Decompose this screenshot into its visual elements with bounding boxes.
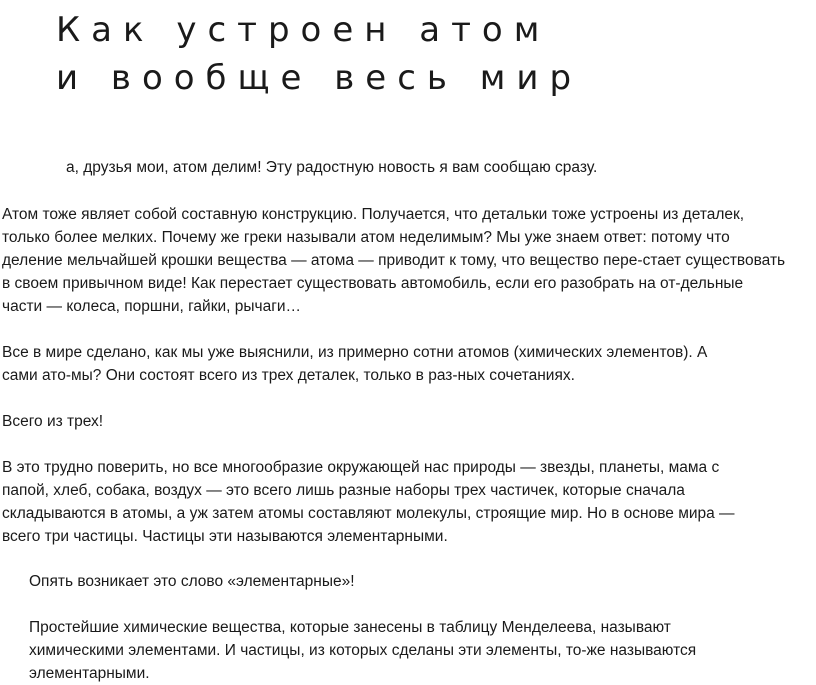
paragraph-only-three bbox=[2, 410, 103, 433]
text-line: сами ато-мы? Они состоят всего из трех деталек, только в раз-ных сочетаниях. bbox=[2, 367, 575, 384]
text-line: в своем привычном виде! Как перестает существовать автомобиль, если его разобрать на от-дельные bbox=[2, 275, 744, 292]
title-line-2: и вообще весь мир bbox=[56, 58, 583, 98]
text-line: элементарными. bbox=[29, 665, 150, 682]
intro-paragraph bbox=[66, 156, 597, 179]
text-line: всего три частицы. Частицы эти называются элементарными. bbox=[2, 528, 448, 545]
text-line: только более мелких. Почему же греки называли атом неделимым? Мы уже знаем ответ: потому что bbox=[2, 229, 730, 246]
paragraph-atoms-composition bbox=[2, 341, 814, 387]
paragraph-atom-structure bbox=[2, 203, 814, 318]
text-line: а, друзья мои, атом делим! Эту радостную новость я вам сообщаю сразу. bbox=[66, 159, 598, 176]
text-line: папой, хлеб, собака, воздух — это всего лишь разные наборы трех частичек, которые сначала bbox=[2, 482, 685, 499]
text-line: Опять возникает это слово «элементарные»! bbox=[29, 573, 355, 590]
page-title bbox=[56, 6, 582, 102]
paragraph-elementary-word bbox=[29, 570, 355, 593]
text-line: Простейшие химические вещества, которые занесены в таблицу Менделеева, называют bbox=[29, 619, 671, 636]
title-line-1: Как устроен атом bbox=[56, 10, 551, 50]
text-line: деление мельчайшей крошки вещества — атома — приводит к тому, что вещество пере-стает существовать bbox=[2, 252, 786, 269]
text-line: Атом тоже являет собой составную конструкцию. Получается, что детальки тоже устроены из деталек, bbox=[2, 206, 745, 223]
paragraph-diversity bbox=[2, 456, 814, 548]
text-line: Всего из трех! bbox=[2, 413, 104, 430]
paragraph-chemical-elements bbox=[29, 616, 814, 685]
text-line: Все в мире сделано, как мы уже выяснили, из примерно сотни атомов (химических элементов). А bbox=[2, 344, 708, 361]
text-line: части — колеса, поршни, гайки, рычаги… bbox=[2, 298, 302, 315]
text-line: В это трудно поверить, но все многообразие окружающей нас природы — звезды, планеты, мама с bbox=[2, 459, 720, 476]
text-line: складываются в атомы, а уж затем атомы составляют молекулы, строящие мир. Но в основе мира — bbox=[2, 505, 735, 522]
text-line: химическими элементами. И частицы, из которых сделаны эти элементы, то-же называются bbox=[29, 642, 697, 659]
